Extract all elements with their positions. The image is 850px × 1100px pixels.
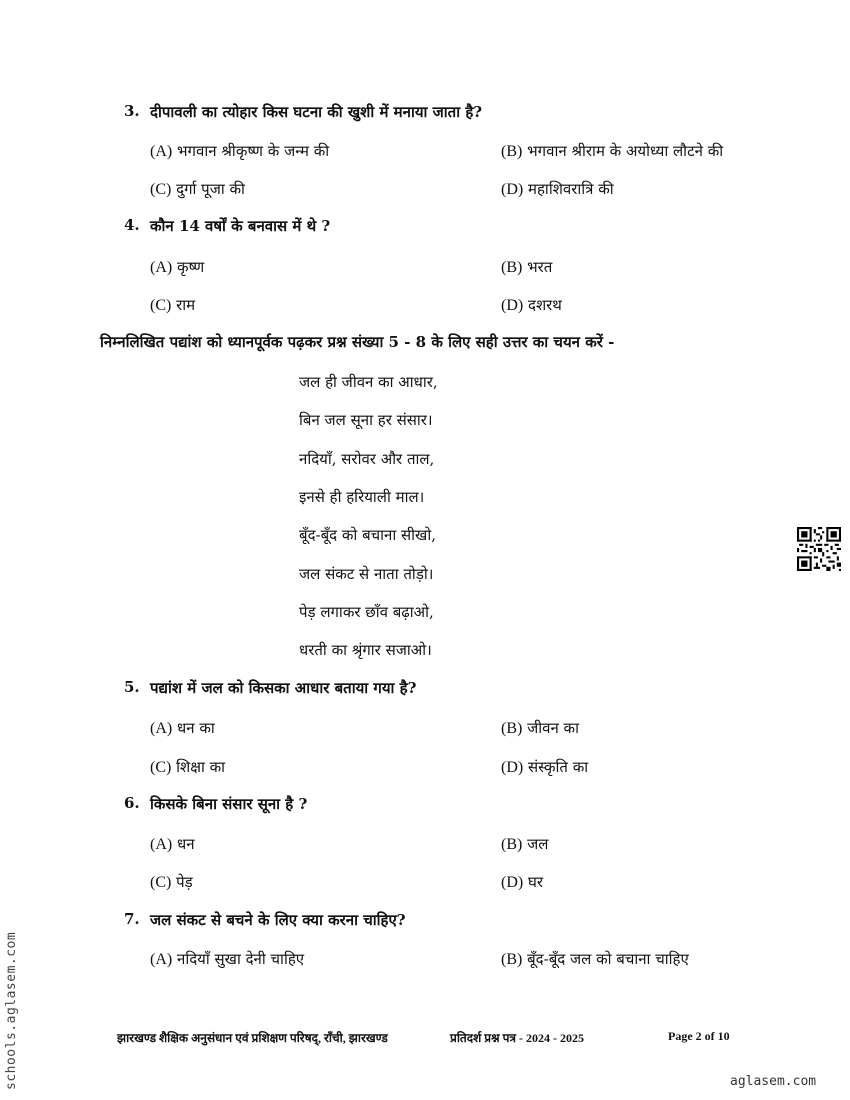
question-3-option-a: [150, 141, 329, 161]
option-text: बूँद-बूँद जल को बचाना चाहिए: [527, 950, 689, 968]
question-6-number: 6.: [124, 794, 140, 812]
question-4-option-b: [501, 257, 552, 277]
option-label: (B): [501, 720, 523, 737]
option-text: राम: [176, 296, 196, 314]
option-label: (D): [501, 297, 524, 314]
question-4-option-c: [150, 295, 195, 315]
option-text: धन: [177, 835, 195, 853]
question-5-option-a: [150, 718, 215, 738]
footer-paper-title: प्रतिदर्श प्रश्न पत्र - 2024 - 2025: [450, 1031, 585, 1045]
option-text: संस्कृति का: [528, 758, 589, 776]
question-6-option-b: [501, 834, 548, 854]
footer-organization: झारखण्ड शैक्षिक अनुसंधान एवं प्रशिक्षण परिषद्, राँची, झारखण्ड: [117, 1031, 388, 1045]
poem-line: इनसे ही हरियाली माल।: [299, 488, 425, 506]
question-5-option-c: [150, 757, 225, 777]
option-label: (A): [150, 951, 173, 968]
option-text: धन का: [177, 719, 215, 737]
question-6-option-d: [501, 872, 543, 892]
option-label: (A): [150, 720, 173, 737]
footer-page-number: Page 2 of 10: [668, 1029, 730, 1043]
poem-line: धरती का श्रृंगार सजाओ।: [299, 641, 432, 659]
option-label: (A): [150, 259, 173, 276]
qr-code-icon: [797, 527, 841, 571]
question-7-option-b: [501, 949, 689, 969]
question-7-text: जल संकट से बचने के लिए क्या करना चाहिए?: [150, 911, 406, 929]
option-text: नदियाँ सुखा देनी चाहिए: [177, 950, 305, 968]
option-text: घर: [528, 873, 544, 891]
option-text: महाशिवरात्रि की: [528, 180, 614, 198]
question-5-number: 5.: [124, 678, 140, 696]
option-text: भगवान श्रीकृष्ण के जन्म की: [177, 142, 330, 160]
poem-line: बूँद-बूँद को बचाना सीखो,: [299, 526, 436, 544]
question-7-number: 7.: [124, 910, 140, 928]
option-text: भरत: [527, 258, 553, 276]
option-text: जीवन का: [527, 719, 579, 737]
option-label: (C): [150, 297, 172, 314]
question-7-option-a: [150, 949, 304, 969]
option-label: (B): [501, 259, 523, 276]
question-4-text: कौन 14 वर्षों के बनवास में थे ?: [150, 217, 331, 235]
question-4-option-a: [150, 257, 204, 277]
question-6-text: किसके बिना संसार सूना है ?: [150, 795, 308, 813]
question-4-option-d: [501, 295, 562, 315]
question-5-option-d: [501, 757, 588, 777]
option-label: (B): [501, 836, 523, 853]
option-label: (B): [501, 143, 523, 160]
question-3-option-c: [150, 179, 245, 199]
corner-watermark: aglasem.com: [730, 1074, 817, 1089]
option-label: (C): [150, 874, 172, 891]
question-3-number: 3.: [124, 102, 140, 120]
option-text: दुर्गा पूजा की: [176, 180, 245, 198]
option-label: (A): [150, 143, 173, 160]
poem-line: जल ही जीवन का आधार,: [299, 373, 438, 391]
option-text: पेड़: [176, 873, 193, 891]
option-text: दशरथ: [528, 296, 562, 314]
option-label: (C): [150, 759, 172, 776]
question-6-option-c: [150, 872, 193, 892]
option-text: जल: [527, 835, 549, 853]
option-text: कृष्ण: [177, 258, 205, 276]
question-3-option-d: [501, 179, 614, 199]
poem-line: जल संकट से नाता तोड़ो।: [299, 565, 434, 583]
question-6-option-a: [150, 834, 195, 854]
question-4-number: 4.: [124, 216, 140, 234]
option-text: भगवान श्रीराम के अयोध्या लौटने की: [527, 142, 724, 160]
passage-instruction: निम्नलिखित पद्यांश को ध्यानपूर्वक पढ़कर प्रश्न संख्या 5 - 8 के लिए सही उत्तर का चयन करें -: [100, 333, 615, 351]
question-5-text: पद्यांश में जल को किसका आधार बताया गया है?: [150, 679, 417, 697]
question-3-text: दीपावली का त्योहार किस घटना की खुशी में मनाया जाता है?: [150, 103, 483, 121]
question-5-option-b: [501, 718, 579, 738]
option-label: (D): [501, 181, 524, 198]
option-label: (C): [150, 181, 172, 198]
option-label: (D): [501, 874, 524, 891]
option-label: (A): [150, 836, 173, 853]
option-label: (B): [501, 951, 523, 968]
option-label: (D): [501, 759, 524, 776]
option-text: शिक्षा का: [176, 758, 226, 776]
poem-line: पेड़ लगाकर छाँव बढ़ाओ,: [299, 603, 434, 621]
poem-line: बिन जल सूना हर संसार।: [299, 411, 433, 429]
poem-line: नदियाँ, सरोवर और ताल,: [299, 450, 435, 468]
side-watermark: schools.aglasem.com: [4, 931, 19, 1090]
question-3-option-b: [501, 141, 723, 161]
